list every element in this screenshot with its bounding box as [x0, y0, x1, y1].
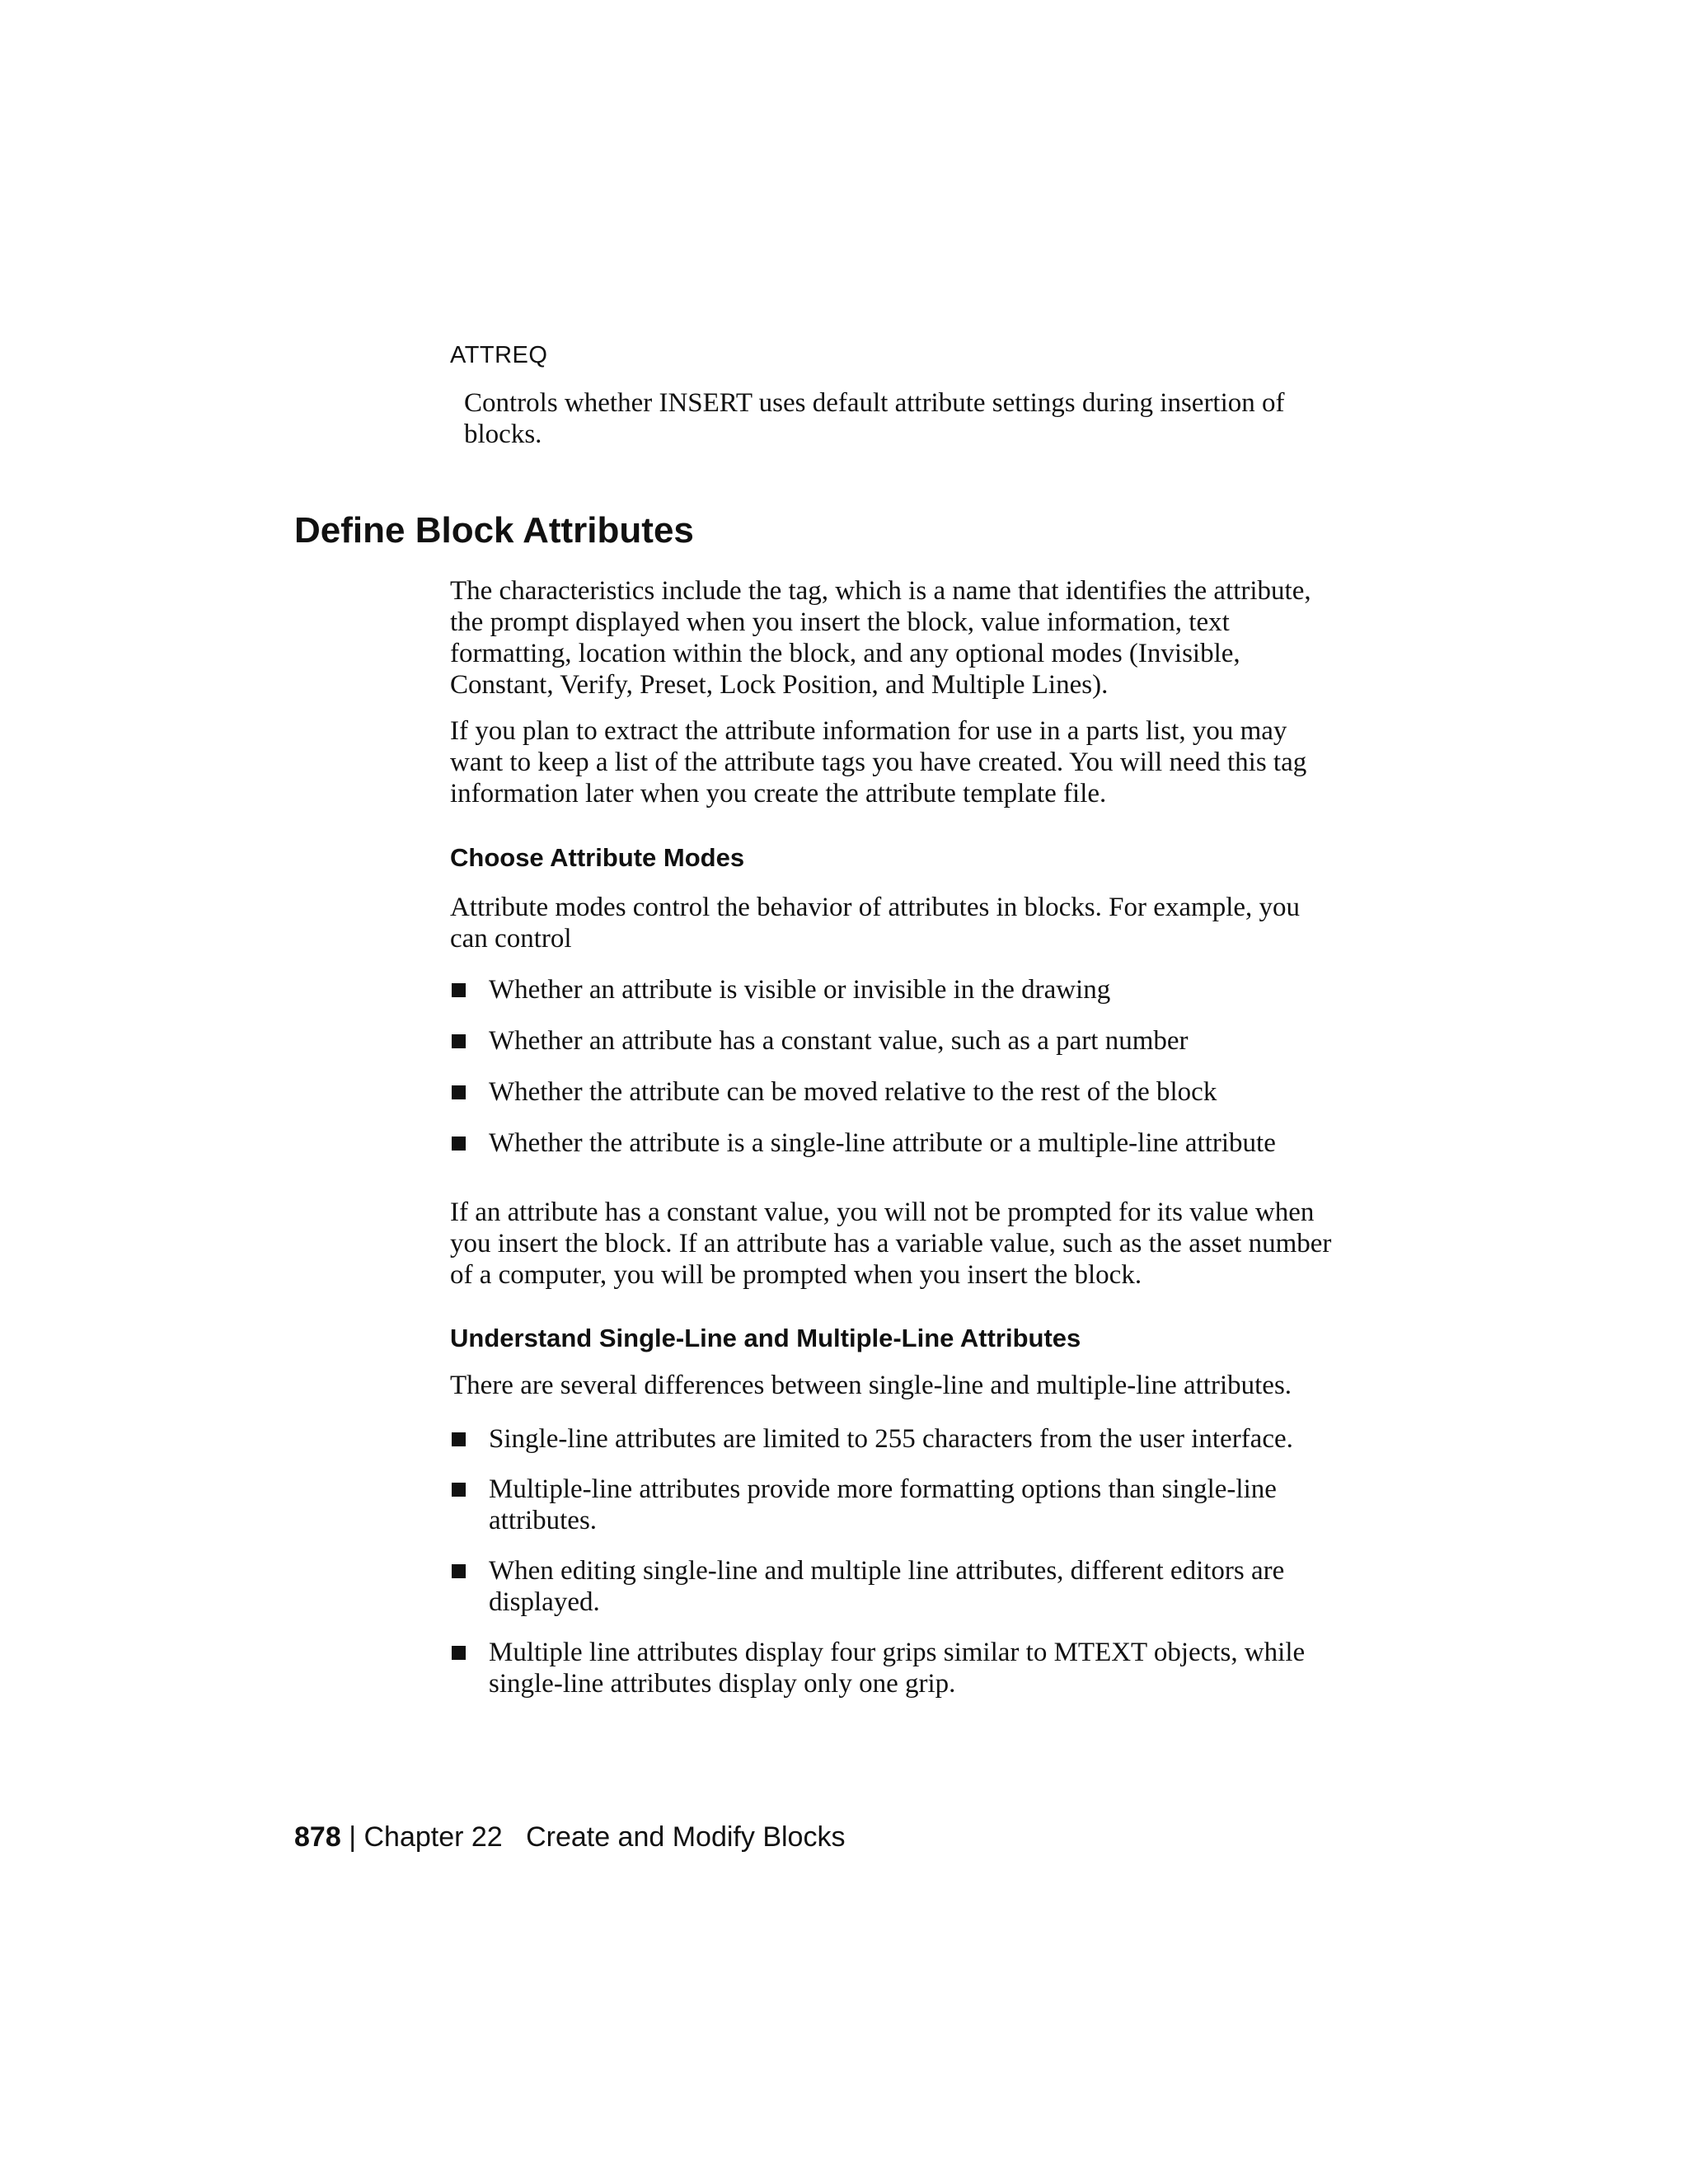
- list-item: Whether an attribute has a constant value, such as a part number: [450, 1025, 1340, 1057]
- lines-intro: There are several differences between single-line and multiple-line attributes.: [450, 1371, 1292, 1400]
- list-item: Multiple line attributes display four grips similar to MTEXT objects, while single-line attributes display only one grip.: [450, 1637, 1340, 1699]
- page-footer: [294, 1821, 845, 1854]
- footer-separator: |: [349, 1821, 357, 1853]
- square-bullet-icon: [452, 1483, 466, 1497]
- modes-after: If an attribute has a constant value, you will not be prompted for its value when you insert the block. If an attribute has a variable value, such as the asset number of a computer, you will be prompted when you insert the block.: [450, 1197, 1332, 1290]
- list-item: Multiple-line attributes provide more formatting options than single-line attributes.: [450, 1474, 1340, 1536]
- page-number: 878: [294, 1821, 341, 1853]
- list-item: Whether the attribute is a single-line attribute or a multiple-line attribute: [450, 1127, 1340, 1159]
- list-item: Whether an attribute is visible or invisible in the drawing: [450, 974, 1340, 1005]
- list-item: Single-line attributes are limited to 255 characters from the user interface.: [450, 1423, 1340, 1455]
- footer-chapter: Chapter 22: [363, 1821, 503, 1853]
- list-item: Whether the attribute can be moved relative to the rest of the block: [450, 1076, 1340, 1108]
- term-name: ATTREQ: [450, 342, 548, 368]
- modes-intro: Attribute modes control the behavior of attributes in blocks. For example, you can control: [450, 893, 1301, 954]
- section-paragraph: The characteristics include the tag, which is a name that identifies the attribute, the prompt displayed when you insert the block, value information, text formatting, location within the block, and any optional modes (Invisible, Constant, Verify, Preset, Lock Position, and Multiple Lines).: [450, 576, 1311, 700]
- square-bullet-icon: [452, 1646, 466, 1660]
- term-description: Controls whether INSERT uses default attribute settings during insertion of blocks.: [464, 388, 1285, 449]
- section-paragraph: If you plan to extract the attribute information for use in a parts list, you may want to keep a list of the attribute tags you have created. You will need this tag information later when you create the attribute template file.: [450, 716, 1307, 808]
- square-bullet-icon: [452, 1085, 466, 1099]
- footer-chapter-title: Create and Modify Blocks: [526, 1821, 846, 1853]
- square-bullet-icon: [452, 1034, 466, 1048]
- list-item: When editing single-line and multiple line attributes, different editors are displayed.: [450, 1555, 1340, 1618]
- section-title: Define Block Attributes: [294, 510, 694, 551]
- lines-title: Understand Single-Line and Multiple-Line Attributes: [450, 1324, 1081, 1352]
- modes-list: [450, 974, 1340, 1159]
- modes-title: Choose Attribute Modes: [450, 843, 745, 872]
- square-bullet-icon: [452, 983, 466, 997]
- lines-list: [450, 1423, 1340, 1699]
- square-bullet-icon: [452, 1564, 466, 1578]
- section-body: [450, 575, 1340, 809]
- square-bullet-icon: [452, 1137, 466, 1151]
- square-bullet-icon: [452, 1432, 466, 1446]
